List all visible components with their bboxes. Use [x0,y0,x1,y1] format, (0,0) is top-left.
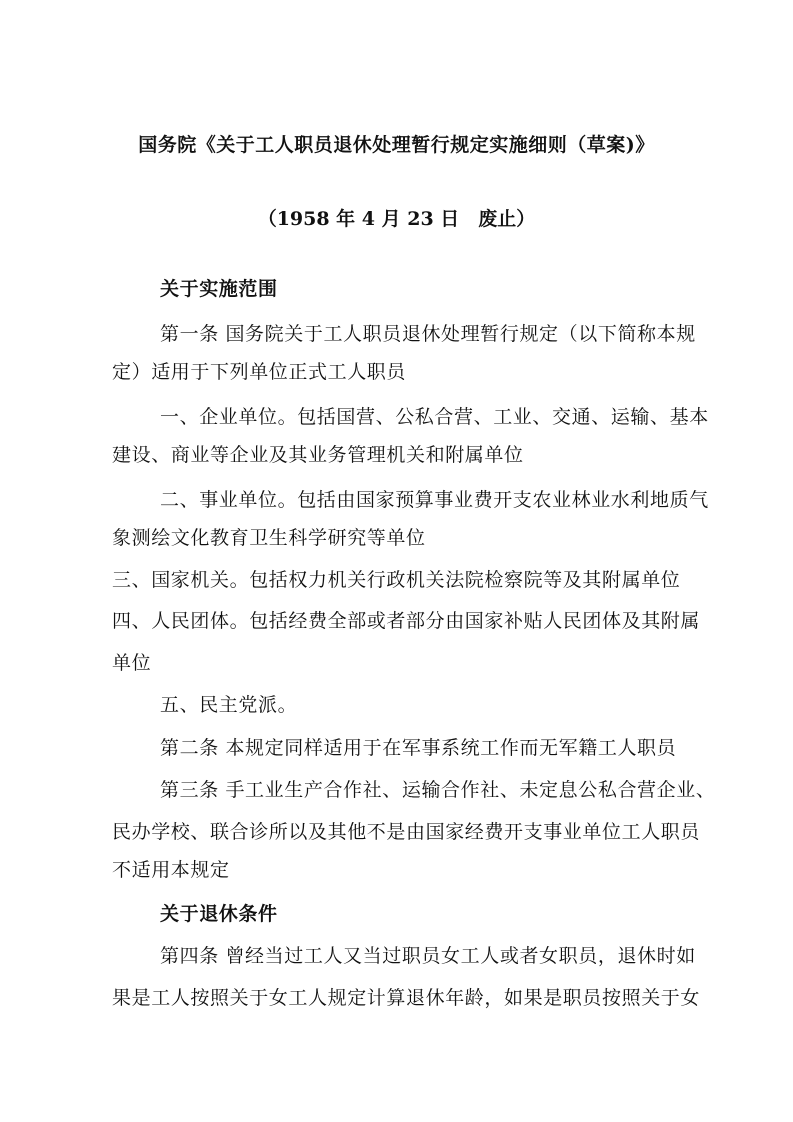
paragraph-line: 三、国家机关。包括权力机关行政机关法院检察院等及其附属单位 [112,569,681,591]
paragraph-line: 定）适用于下列单位正式工人职员 [112,361,407,383]
paragraph-line: 不适用本规定 [112,859,230,881]
paragraph-line: 第二条 本规定同样适用于在军事系统工作而无军籍工人职员 [160,737,677,759]
document-title: 国务院《关于工人职员退休处理暂行规定实施细则（草案)》 [138,134,655,156]
paragraph-line: 果是工人按照关于女工人规定计算退休年龄，如果是职员按照关于女 [112,987,701,1009]
paragraph-line: 四、人民团体。包括经费全部或者部分由国家补贴人民团体及其附属 [112,610,701,632]
paragraph-line: 一、企业单位。包括国营、公私合营、工业、交通、运输、基本 [160,406,709,428]
paragraph-line: 单位 [112,652,152,674]
paragraph-line: 建设、商业等企业及其业务管理机关和附属单位 [112,444,524,466]
paragraph-line: 象测绘文化教育卫生科学研究等单位 [112,527,426,549]
paragraph-line: 二、事业单位。包括由国家预算事业费开支农业林业水利地质气 [160,489,709,511]
paragraph-line: 第四条 曾经当过工人又当过职员女工人或者女职员，退休时如 [160,945,696,967]
section-heading-scope: 关于实施范围 [160,278,278,300]
paragraph-line: 民办学校、联合诊所以及其他不是由国家经费开支事业单位工人职员 [112,821,701,843]
paragraph-line: 五、民主党派。 [160,694,298,716]
document-date: （1958 年 4 月 23 日 废止） [257,208,536,230]
paragraph-line: 第一条 国务院关于工人职员退休处理暂行规定（以下简称本规 [160,323,696,345]
section-heading-conditions: 关于退休条件 [160,903,278,925]
paragraph-line: 第三条 手工业生产合作社、运输合作社、未定息公私合营企业、 [160,779,716,801]
